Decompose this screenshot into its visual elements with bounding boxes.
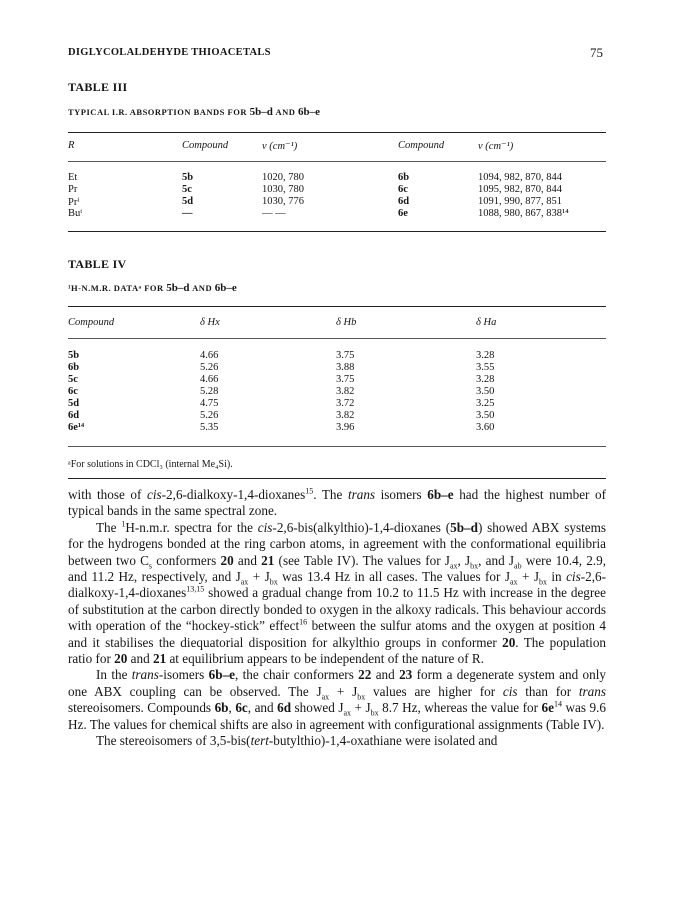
table-4-footnote: ᵃFor solutions in CDCl₃ (internal Me₄Si). [68,459,233,470]
table-3-top-rule [68,132,606,133]
paragraph-4: The stereoisomers of 3,5-bis(tert-butylthio)-1,4-oxathiane were isolated and [96,733,498,749]
table-3-header-compound-1: Compound [182,140,229,151]
table-3-header-compound-2: Compound [398,140,445,151]
page-number: 75 [590,45,603,60]
table-4-end-rule [68,478,606,479]
table-4-label: TABLE IV [68,257,127,271]
paragraph-1: with those of cis-2,6-dialkoxy-1,4-dioxanes$^{15}$. The trans isomers 6b–e had the highest number of typical bands in the same spectral zone. [68,486,607,519]
table-3-caption: TYPICAL I.R. ABSORPTION BANDS FOR 5b–d AND 6b–e [68,106,321,118]
table-4-header-compound: Compound [68,317,115,328]
table-3-bottom-rule [68,231,606,232]
paragraph-2: The $^1$H-n.m.r. spectra for the cis-2,6-bis(alkylthio)-1,4-dioxanes (5b–d) showed ABX systems for the hydrogens bonded at the ring carbon atoms, in agreement with the conformational equilibria between two $C_s$ conformers 20 and 21 (see Table IV). The values for $J_{ax}$, $J_{bx}$, and $J_{ab}$ were 10.4, 2.9, and 11.2 Hz, respectively, and $J_{ax} + J_{bx}$ was 13.4 Hz in all cases. The values for $J_{ax} + J_{bx}$ in cis-2,6-dialkoxy-1,4-dioxanes$^{13,15}$ showed a gradual change from 10.2 to 11.5 Hz with increase in the degree of substitution at the carbon directly bonded to oxygen in the alkoxy radicals. This behaviour accords with operation of the “hockey-stick” effect$^{16}$ between the sulfur atoms and the oxygen at position 4 and it stabilises the diequatorial disposition for alkylthio groups in conformer 20. The population ratio for 20 and 21 at equilibrium appears to be independent of the nature of R. [68,519,607,667]
table-4-header-ha: δ Ha [476,317,497,328]
table-4-mid-rule [68,338,606,339]
table-3-header-nu-1: ν (cm⁻¹) [262,141,298,152]
table-4-top-rule [68,306,606,307]
body-text [68,487,606,750]
table-4-header-hx: δ Hx [200,317,220,328]
table-4-bottom-rule [68,446,606,447]
table-3-mid-rule [68,161,606,162]
table-3-label: TABLE III [68,80,128,94]
paragraph-3: In the trans-isomers 6b–e, the chair conformers 22 and 23 form a degenerate system and only one ABX coupling can be observed. The $J_{ax} + J_{bx}$ values are higher for cis than for trans stereoisomers. Compounds 6b, 6c, and 6d showed $J_{ax} + J_{bx}$ 8.7 Hz, whereas the value for $6e^{14}$ was 9.6 Hz. The values for chemical shifts are also in agreement with configurational assignments (Table IV). [68,667,606,732]
running-head: DIGLYCOLALDEHYDE THIOACETALS [68,47,271,58]
table-3-header-r: R [68,140,75,151]
table-4-header-hb: δ Hb [336,317,357,328]
table-3-header-nu-2: ν (cm⁻¹) [478,141,514,152]
table-4-caption: ¹H-N.M.R. DATAᵃ FOR 5b–d AND 6b–e [68,282,237,294]
